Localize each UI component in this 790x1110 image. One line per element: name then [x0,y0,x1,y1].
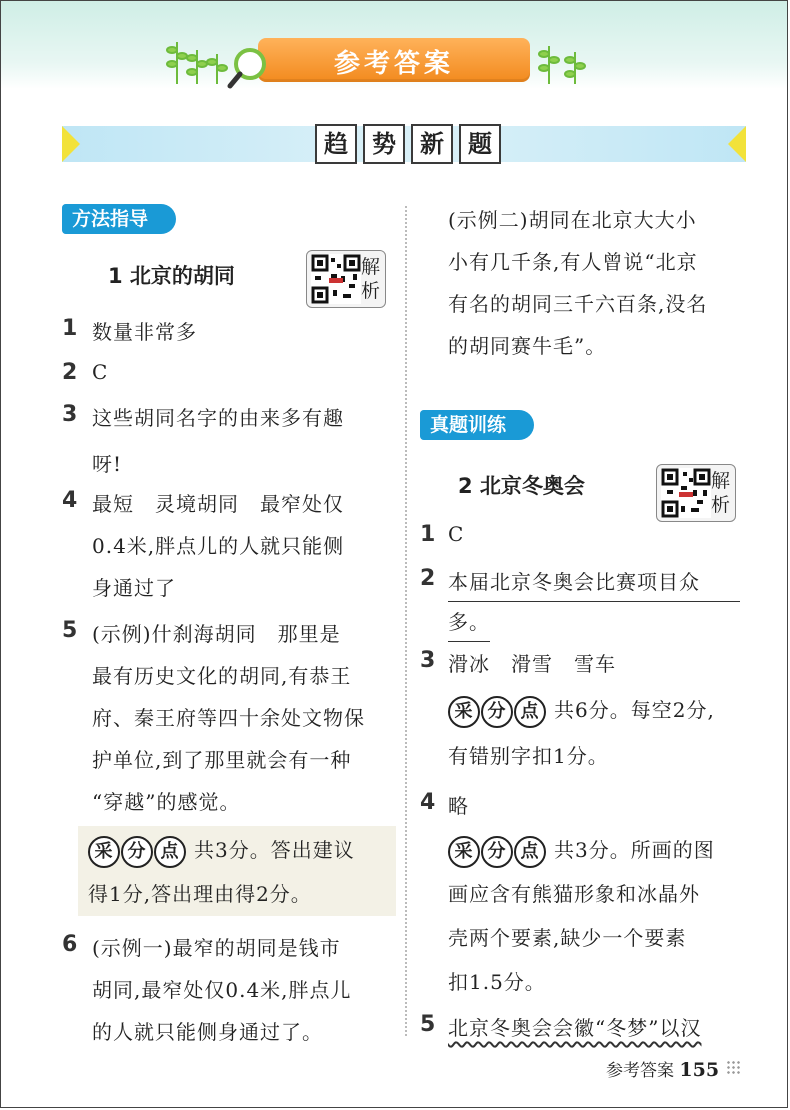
answer-number: 2 [420,566,436,591]
page-footer [606,1056,719,1081]
scoring-note-text: 得1分,答出理由得2分。 [88,882,312,906]
column-divider [405,206,407,1036]
footer-dots-icon [726,1060,742,1076]
answer-text: C [92,360,109,384]
answer-text: 北京冬奥会会徽“冬梦”以汉 [448,1016,702,1040]
answer-text: (示例一)最窄的胡同是钱市 [92,936,341,960]
page-number: 155 [679,1059,720,1081]
answer-number: 4 [62,488,78,513]
continued-text: 的胡同赛牛毛”。 [448,334,607,358]
header-title-pill [258,38,530,82]
qr-code-icon [311,254,361,304]
continued-text: (示例二)胡同在北京大大小 [448,208,697,232]
answer-text: 这些胡同名字的由来多有趣 [92,406,344,430]
scoring-note: 采 分 点 共6分。每空2分, [448,694,715,728]
answer-number: 3 [420,648,436,673]
section-char: 题 [459,124,501,164]
continued-text: 有名的胡同三千六百条,没名 [448,292,708,316]
qr-analysis-box-1[interactable] [306,250,386,308]
answer-text: 的人就只能侧身通过了。 [92,1020,323,1044]
lesson-title-1: 1 北京的胡同 [108,264,235,288]
answer-text: 最短 灵境胡同 最窄处仅 [92,492,344,516]
scoring-note-text: 扣1.5分。 [448,970,546,994]
footer-label: 参考答案 [606,1061,674,1081]
scoring-note-text: 壳两个要素,缺少一个要素 [448,926,687,950]
qr-code-icon [661,468,711,518]
section-char: 新 [411,124,453,164]
answer-text: 本届北京冬奥会比赛项目众 [448,566,740,602]
scoring-note-text: 有错别字扣1分。 [448,744,609,768]
answer-text: 胡同,最窄处仅0.4米,胖点儿 [92,978,352,1002]
qr-label: 解 析 [361,256,381,302]
scoring-points-icon: 采 分 点 [448,696,546,728]
triangle-left-icon [62,126,80,162]
scoring-points-icon: 采 分 点 [88,836,186,868]
answer-text: 略 [448,794,469,818]
continued-text: 小有几千条,有人曾说“北京 [448,250,698,274]
answer-number: 1 [62,316,78,341]
page-title: 参考答案 [333,49,454,79]
section-char: 势 [363,124,405,164]
scoring-points-icon: 采 分 点 [448,836,546,868]
lesson-title-2: 2 北京冬奥会 [458,474,585,498]
answer-text: 数量非常多 [92,320,197,344]
answer-number: 2 [62,360,78,385]
answer-number: 5 [420,1012,436,1037]
answer-text: 最有历史文化的胡同,有恭王 [92,664,352,688]
answer-text: 0.4米,胖点儿的人就只能侧 [92,534,345,558]
scoring-note: 采 分 点 共3分。所画的图 [448,834,715,868]
scoring-note-text: 画应含有熊猫形象和冰晶外 [448,882,700,906]
answer-number: 1 [420,522,436,547]
answer-text: 府、秦王府等四十余处文物保 [92,706,365,730]
qr-label: 解 析 [711,470,731,516]
answer-text: 多。 [448,606,490,642]
answer-number: 5 [62,618,78,643]
tag-method: 方法指导 [62,204,176,234]
answer-text: 呀! [92,452,123,476]
qr-analysis-box-2[interactable] [656,464,736,522]
answer-text: C [448,522,465,546]
section-header [62,124,746,164]
magnifier-icon [226,46,270,90]
section-char: 趋 [315,124,357,164]
plant-left-icon [165,36,235,86]
answer-text: 护单位,到了那里就会有一种 [92,748,352,772]
answer-number: 3 [62,402,78,427]
scoring-note: 采 分 点 共3分。答出建议 [88,834,355,868]
tag-training: 真题训练 [420,410,534,440]
answer-text: 滑冰 滑雪 雪车 [448,652,616,676]
answer-number: 4 [420,790,436,815]
plant-right-icon [535,36,605,86]
answer-text: 身通过了 [92,576,176,600]
triangle-right-icon [728,126,746,162]
answer-text: (示例)什刹海胡同 那里是 [92,622,341,646]
answer-number: 6 [62,932,78,957]
answer-text: “穿越”的感觉。 [92,790,241,814]
